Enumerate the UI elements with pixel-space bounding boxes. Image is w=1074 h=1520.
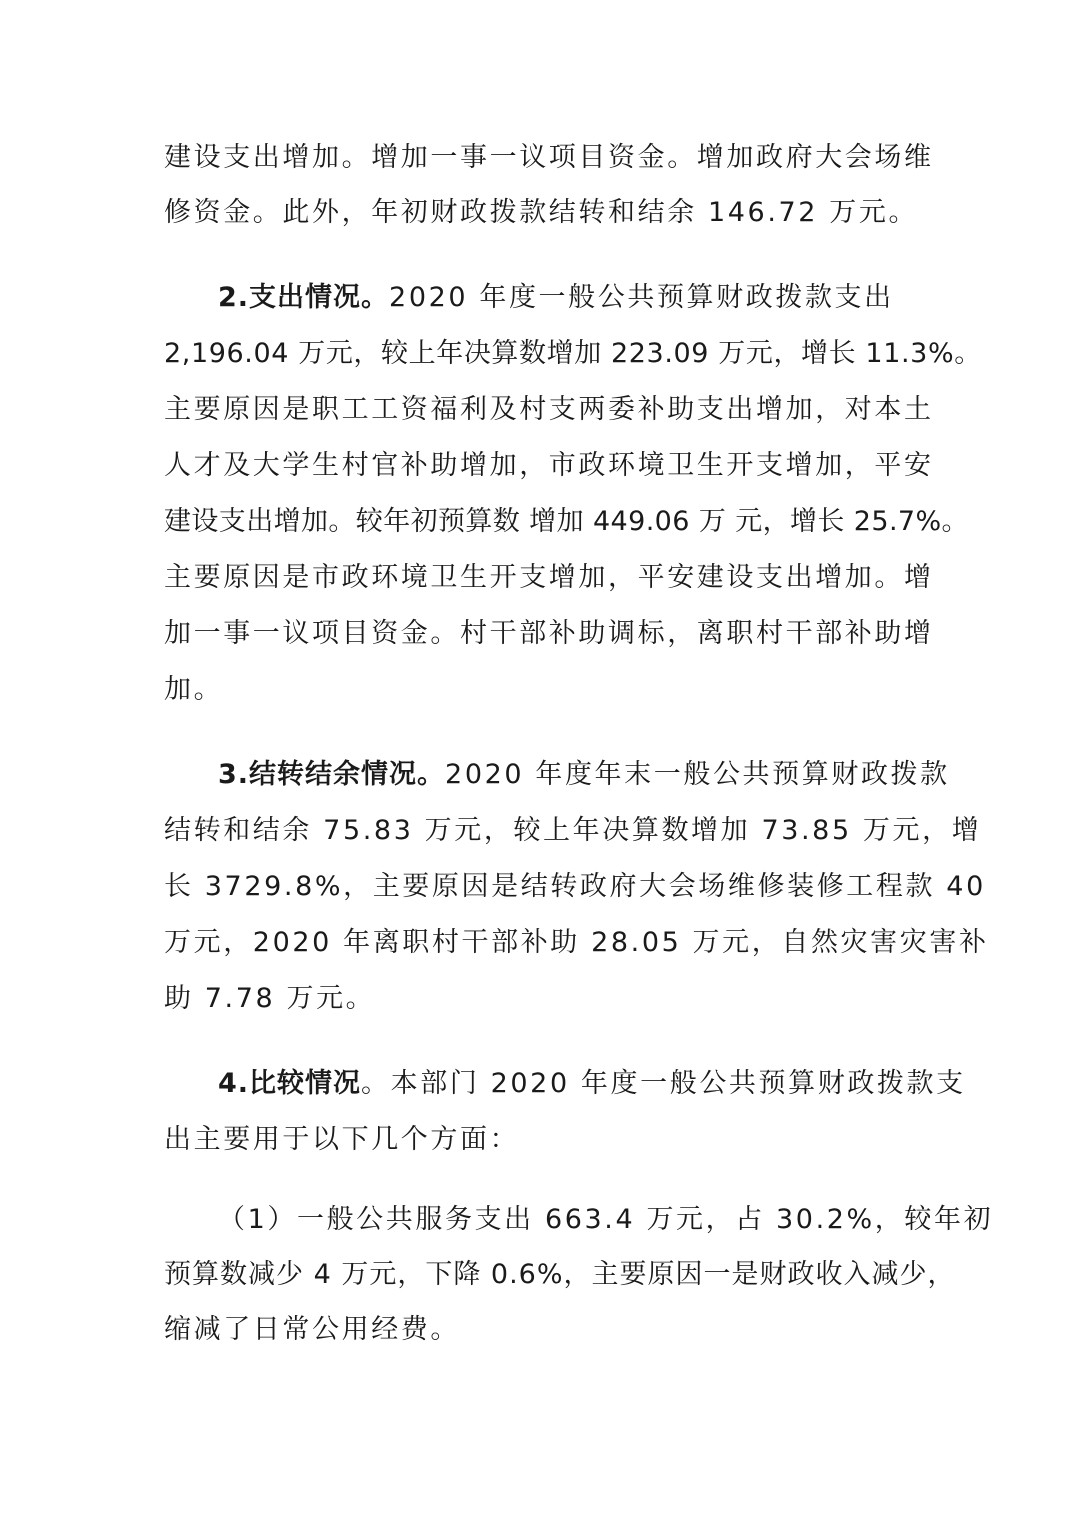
section-heading-expenditure: 2.支出情况。 <box>218 282 390 313</box>
paragraph-line: 助 7.78 万元。 <box>164 983 376 1014</box>
paragraph-line: 长 3729.8%，主要原因是结转政府大会场维修装修工程款 40 <box>164 871 986 902</box>
paragraph-line: 预算数减少 4 万元，下降 0.6%，主要原因一是财政收入减少， <box>164 1259 956 1290</box>
paragraph-line: 缩减了日常公用经费。 <box>164 1314 460 1345</box>
paragraph-line: 建设支出增加。增加一事一议项目资金。增加政府大会场维 <box>164 142 934 173</box>
paragraph-line: 主要原因是市政环境卫生开支增加，平安建设支出增加。增 <box>164 562 934 593</box>
section-heading-carryover: 3.结转结余情况。 <box>218 759 446 790</box>
paragraph-line: 出主要用于以下几个方面： <box>164 1124 520 1155</box>
paragraph-line: 加。 <box>164 674 224 705</box>
paragraph-line: 2,196.04 万元，较上年决算数增加 223.09 万元，增长 11.3%。 <box>164 338 982 369</box>
paragraph-line: 主要原因是职工工资福利及村支两委补助支出增加，对本土 <box>164 394 934 425</box>
paragraph-line: 万元，2020 年离职村干部补助 28.05 万元，自然灾害灾害补 <box>164 927 989 958</box>
paragraph-line: 加一事一议项目资金。村干部补助调标，离职村干部补助增 <box>164 618 934 649</box>
paragraph-line <box>218 1066 978 1102</box>
section-heading-comparison: 4.比较情况 <box>218 1068 362 1099</box>
paragraph-line: 结转和结余 75.83 万元，较上年决算数增加 73.85 万元，增 <box>164 815 982 846</box>
paragraph-line <box>218 757 978 793</box>
paragraph-text: 2020 年度年末一般公共预算财政拨款 <box>445 759 950 790</box>
paragraph-text: 2020 年度一般公共预算财政拨款支出 <box>389 282 894 313</box>
paragraph-line: 修资金。此外，年初财政拨款结转和结余 146.72 万元。 <box>164 197 919 228</box>
paragraph-line <box>218 280 978 316</box>
paragraph-text: 。本部门 2020 年度一般公共预算财政拨款支 <box>361 1068 966 1099</box>
paragraph-line: （1）一般公共服务支出 663.4 万元，占 30.2%，较年初 <box>218 1204 994 1235</box>
paragraph-line: 建设支出增加。较年初预算数 增加 449.06 万 元，增长 25.7%。 <box>164 506 969 537</box>
paragraph-line: 人才及大学生村官补助增加，市政环境卫生开支增加，平安 <box>164 450 934 481</box>
